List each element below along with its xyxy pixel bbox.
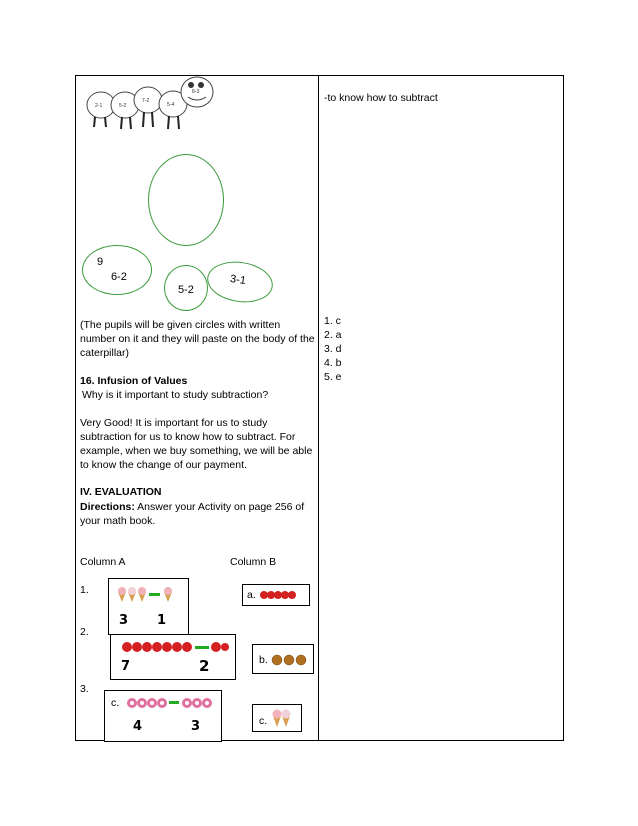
values-heading: 16. Infusion of Values xyxy=(80,375,188,387)
directions-text: Answer your Activity on page 256 of your math book. xyxy=(80,501,305,527)
item-3-box xyxy=(104,690,222,742)
item-1-box xyxy=(108,578,189,635)
answer-key-list xyxy=(324,314,342,384)
item-3-label: c. xyxy=(111,697,120,709)
number-circle-6-2 xyxy=(82,245,152,295)
strawberry-row-icon xyxy=(121,640,229,654)
cookie-group-icon xyxy=(271,653,309,667)
item-1-number-a: 3 xyxy=(119,613,129,628)
item-1-number-b: 1 xyxy=(157,613,167,628)
item-number-3: 3. xyxy=(80,683,89,695)
answer-item: 2. a xyxy=(324,329,342,341)
donut-row-icon xyxy=(127,697,217,709)
choice-c-box xyxy=(252,704,302,732)
circle-label-3-1: 3-1 xyxy=(229,272,247,288)
caterpillar-segment-4: 5-4 xyxy=(167,102,175,108)
item-3-number-b: 3 xyxy=(191,719,201,734)
ice-cream-group-icon xyxy=(117,587,179,603)
strawberry-group-icon xyxy=(259,589,299,601)
item-2-number-a: 7 xyxy=(121,659,131,674)
caterpillar-segment-5: 8-3 xyxy=(192,89,200,95)
item-number-2: 2. xyxy=(80,626,89,638)
answer-item: 4. b xyxy=(324,357,342,369)
choice-a-label: a. xyxy=(247,589,256,601)
choice-b-box xyxy=(252,644,314,674)
answer-item: 5. e xyxy=(324,371,342,383)
values-question: Why is it important to study subtraction? xyxy=(82,389,269,401)
caterpillar-illustration xyxy=(80,75,220,135)
choice-c-label: c. xyxy=(259,715,268,727)
choice-a-box xyxy=(242,584,310,606)
column-a-header: Column A xyxy=(80,556,126,568)
directions-paragraph xyxy=(80,500,316,528)
circle-label-5-2: 5-2 xyxy=(178,284,194,296)
caterpillar-segment-2: 5-2 xyxy=(119,103,127,109)
caterpillar-segment-3: 7-2 xyxy=(142,98,150,104)
item-number-1: 1. xyxy=(80,584,89,596)
objective-text: -to know how to subtract xyxy=(324,92,438,104)
evaluation-heading: IV. EVALUATION xyxy=(80,486,162,498)
column-divider xyxy=(318,75,319,741)
choice-b-label: b. xyxy=(259,654,268,666)
answer-item: 1. c xyxy=(324,315,341,327)
item-2-box xyxy=(110,634,236,680)
circle-label-6-2: 6-2 xyxy=(111,271,127,283)
ice-cream-pair-icon xyxy=(271,708,293,728)
circle-label-9: 9 xyxy=(97,256,104,268)
answer-paragraph: Very Good! It is important for us to study subtraction for us to know how to subtract. For example, when we buy something, we will be able to know the change of our payment. xyxy=(80,417,313,471)
item-2-number-b: 2 xyxy=(199,657,210,675)
caterpillar-head-circle xyxy=(148,154,224,246)
caterpillar-segment-1: 2-1 xyxy=(95,103,103,109)
item-3-number-a: 4 xyxy=(133,719,143,734)
column-b-header: Column B xyxy=(230,556,277,568)
instruction-paragraph: (The pupils will be given circles with written number on it and they will paste on the body of the caterpillar) xyxy=(80,319,315,359)
answer-item: 3. d xyxy=(324,343,342,355)
directions-label: Directions: xyxy=(80,501,135,513)
